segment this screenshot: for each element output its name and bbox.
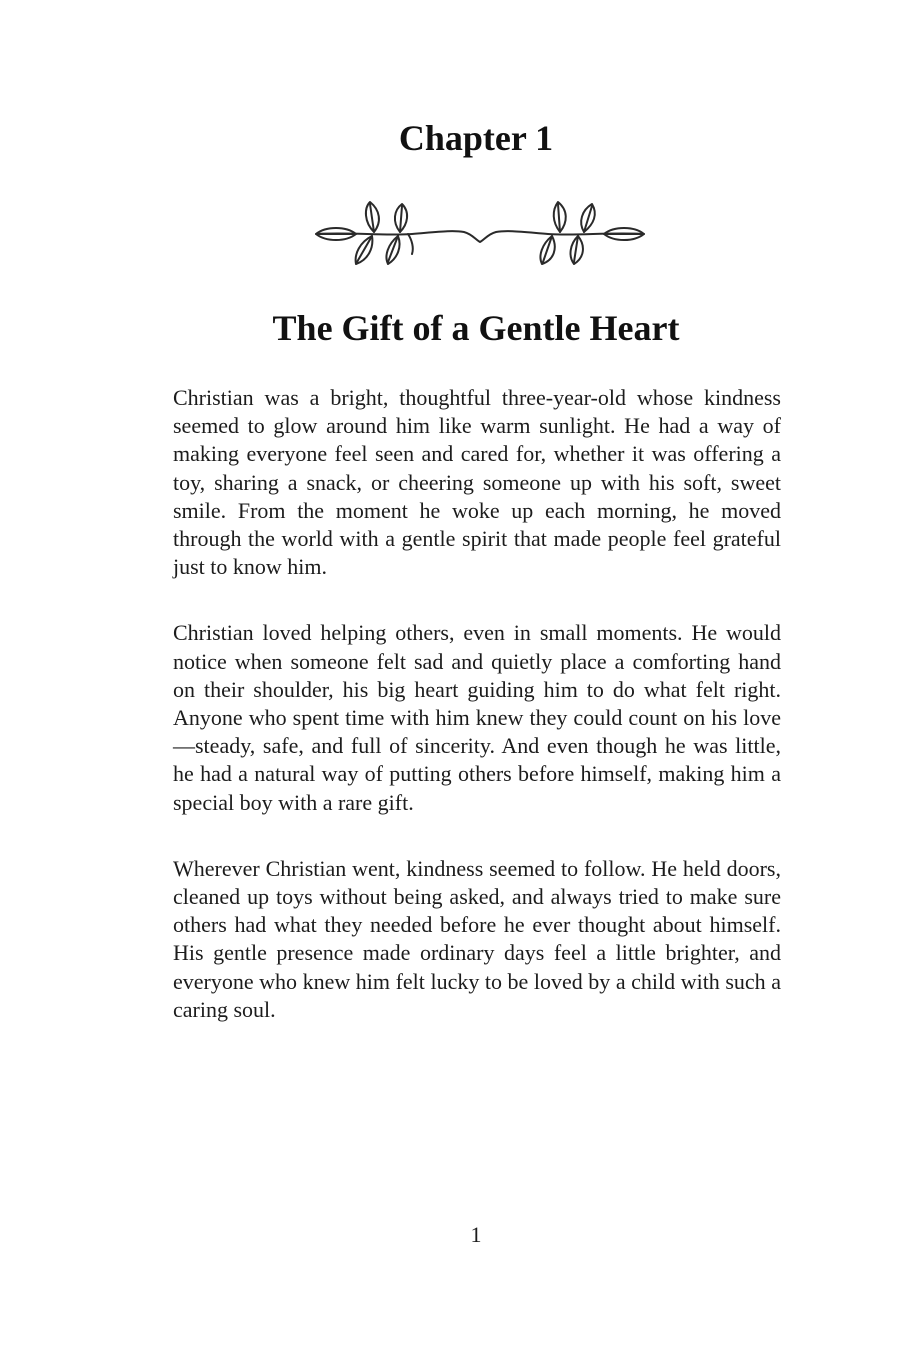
chapter-body xyxy=(173,384,781,1062)
paragraph-3: Wherever Christian went, kindness seemed to follow. He held doors, cleaned up toys without being asked, and always tried to make sure others had what they needed before he ever thought about himself. His gentle presence made ordinary days feel a little brighter, and everyone who knew him felt lucky to be loved by a child with such a caring soul. xyxy=(173,855,781,1022)
leaf-branch-divider-icon xyxy=(312,196,648,272)
page-number: 1 xyxy=(470,1222,482,1247)
chapter-title: The Gift of a Gentle Heart xyxy=(272,308,680,348)
paragraph-1: Christian was a bright, thoughtful three-year-old whose kindness seemed to glow around him like warm sunlight. He had a way of making everyone feel seen and cared for, whether it was offering a toy, sharing a snack, or cheering someone up with his soft, sweet smile. From the moment he woke up each morning, he moved through the world with a gentle spirit that made people feel grateful just to know him. xyxy=(173,385,781,580)
chapter-label: Chapter 1 xyxy=(398,118,554,158)
paragraph-2: Christian loved helping others, even in small moments. He would notice when someone felt sad and quietly place a comforting hand on their shoulder, his big heart guiding him to do what felt right. Anyone who spent time with him knew they could count on his love—steady, safe, and full of sincerity. And even though he was little, he had a natural way of putting others before himself, making him a special boy with a rare gift. xyxy=(173,620,781,815)
